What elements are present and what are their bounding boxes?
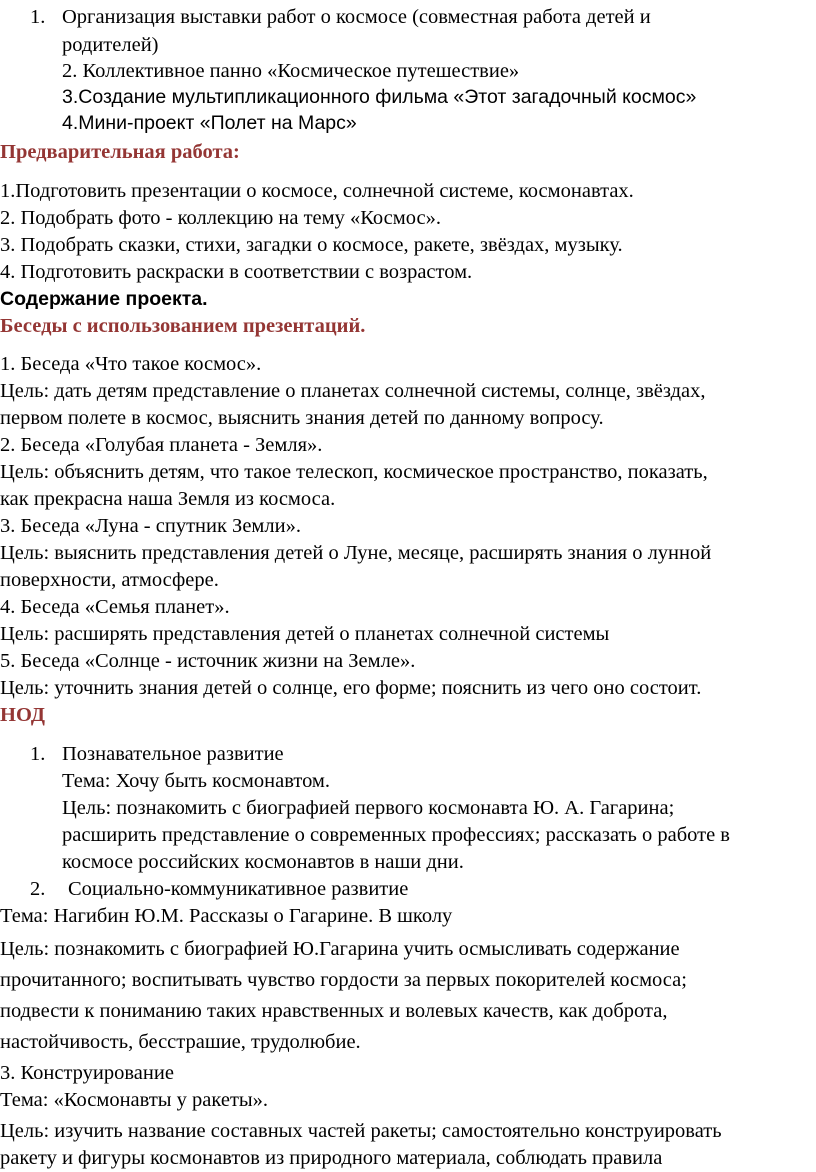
nod-item-line: Социально-коммуникативное развитие: [68, 878, 409, 900]
nod-item-line: космосе российских космонавтов в наши дни.: [62, 851, 464, 873]
nod-line: прочитанного; воспитывать чувство гордости за первых покорителей космоса;: [0, 969, 687, 991]
list-item-mars: 4.Мини-проект «Полет на Марс»: [62, 112, 357, 134]
nod-item-line: Цель: познакомить с биографией первого космонавта Ю. А. Гагарина;: [62, 797, 675, 819]
nod-item-line: Тема: Хочу быть космонавтом.: [62, 770, 331, 792]
list-number: 1.: [30, 6, 46, 28]
nod-line: 3. Конструирование: [0, 1062, 174, 1084]
talk-line: Цель: расширять представления детей о планетах солнечной системы: [0, 623, 610, 645]
nod-item-line: Познавательное развитие: [62, 743, 284, 765]
list-number: 2.: [30, 878, 46, 900]
section-heading-content: Содержание проекта.: [0, 288, 208, 310]
nod-line: ракету и фигуры космонавтов из природного материала, соблюдать правила: [0, 1147, 663, 1169]
nod-line: Цель: изучить название составных частей ракеты; самостоятельно конструировать: [0, 1120, 722, 1142]
talk-line: Цель: уточнить знания детей о солнце, его форме; пояснить из чего оно состоит.: [0, 677, 702, 699]
nod-item-line: расширить представление о современных профессиях; рассказать о работе в: [62, 824, 730, 846]
talk-line: Цель: дать детям представление о планетах солнечной системы, солнце, звёздах,: [0, 380, 706, 402]
talk-line: Цель: объяснить детям, что такое телескоп, космическое пространство, показать,: [0, 461, 708, 483]
list-item-exhibition: Организация выставки работ о космосе (совместная работа детей и: [62, 6, 651, 28]
nod-line: настойчивость, бесстрашие, трудолюбие.: [0, 1031, 361, 1053]
talk-line: 2. Беседа «Голубая планета - Земля».: [0, 434, 323, 456]
prep-item: 1.Подготовить презентации о космосе, солнечной системе, космонавтах.: [0, 180, 634, 202]
section-subheading-talks: Беседы с использованием презентаций.: [0, 315, 366, 337]
talk-line: первом полете в космос, выяснить знания детей по данному вопросу.: [0, 407, 604, 429]
section-heading-prep: Предварительная работа:: [0, 141, 240, 163]
talk-line: 5. Беседа «Солнце - источник жизни на Земле».: [0, 650, 416, 672]
nod-line: Тема: Нагибин Ю.М. Рассказы о Гагарине. В школу: [0, 905, 453, 927]
talk-line: поверхности, атмосфере.: [0, 569, 219, 591]
talk-line: как прекрасна наша Земля из космоса.: [0, 488, 336, 510]
talk-line: Цель: выяснить представления детей о Луне, месяце, расширять знания о лунной: [0, 542, 712, 564]
section-heading-nod: НОД: [0, 704, 45, 726]
talk-line: 1. Беседа «Что такое космос».: [0, 353, 262, 375]
prep-item: 4. Подготовить раскраски в соответствии с возрастом.: [0, 261, 473, 283]
list-item-film: 3.Создание мультипликационного фильма «Этот загадочный космос»: [62, 86, 697, 108]
prep-item: 3. Подобрать сказки, стихи, загадки о космосе, ракете, звёздах, музыку.: [0, 234, 623, 256]
nod-line: подвести к пониманию таких нравственных и волевых качеств, как доброта,: [0, 1000, 668, 1022]
list-number: 1.: [30, 743, 46, 765]
list-item-panel: 2. Коллективное панно «Космическое путешествие»: [62, 60, 520, 82]
talk-line: 3. Беседа «Луна - спутник Земли».: [0, 515, 301, 537]
list-item-exhibition-cont: родителей): [62, 34, 159, 56]
prep-item: 2. Подобрать фото - коллекцию на тему «Космос».: [0, 207, 441, 229]
nod-line: Тема: «Космонавты у ракеты».: [0, 1089, 269, 1111]
nod-line: Цель: познакомить с биографией Ю.Гагарина учить осмысливать содержание: [0, 938, 680, 960]
talk-line: 4. Беседа «Семья планет».: [0, 596, 230, 618]
